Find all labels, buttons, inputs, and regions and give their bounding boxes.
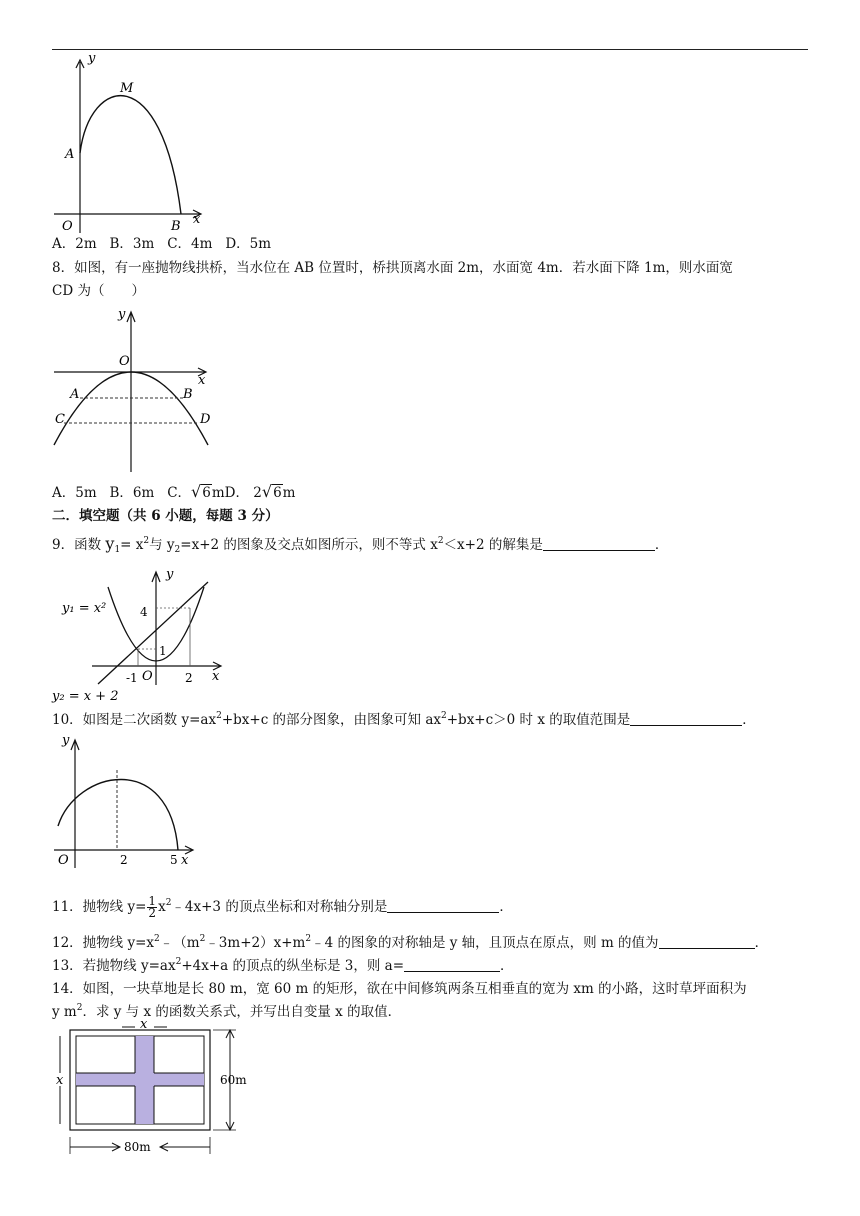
q12-text: 12．抛物线 $y=x^2﹣(m^2﹣3m+2)x+m^2﹣4$ 的图象的对称轴是 y 轴，且顶点在原点，则 m 的值为 ． <box>52 934 769 951</box>
q14-line1: 14．如图，一块草地是长 80 m，宽 60 m 的矩形，欲在中间修筑两条互相垂直的宽为 xm 的小路，这时草坪面积为 <box>52 981 747 997</box>
label-y: y <box>118 307 126 322</box>
label-D: D <box>200 412 211 427</box>
label-O: O <box>58 853 69 868</box>
q8-options <box>52 483 295 502</box>
label-x: x <box>193 212 201 227</box>
label-x: x <box>198 373 206 388</box>
figure-q7-parabola <box>50 50 220 235</box>
tick-4: 4 <box>140 605 148 619</box>
tick-minus1: -1 <box>126 671 138 685</box>
q10-text: 10．如图是二次函数 $y=ax^2+bx+c$ 的部分图象，由图象可知 $ax^2+bx+c>0$ 时 x 的取值范围是 ． <box>52 711 756 728</box>
option-d: D． 2√6m <box>224 482 296 501</box>
label-O: O <box>142 669 153 684</box>
label-x-top: x <box>140 1017 148 1032</box>
label-x-left: x <box>56 1073 64 1088</box>
label-y2-eq: y₂ = x + 2 <box>52 689 119 704</box>
label-y1-eq: y₁ = x² <box>62 601 107 616</box>
horizontal-path <box>76 1073 204 1086</box>
label-M: M <box>120 81 134 96</box>
answer-blank[interactable] <box>630 711 742 726</box>
label-60m: 60m <box>220 1073 247 1087</box>
parabola-curve <box>58 779 178 850</box>
option-b: B．6m <box>109 485 155 501</box>
q14-line2: y $m^2$．求 y 与 x 的函数关系式，并写出自变量 x 的取值． <box>52 1003 402 1020</box>
option-c: C．4m <box>167 236 213 252</box>
label-O: O <box>62 219 73 234</box>
option-c: C．√6m <box>167 482 225 501</box>
label-y: y <box>166 567 174 582</box>
label-A: A <box>65 147 75 162</box>
option-b: B．3m <box>109 236 155 252</box>
label-B: B <box>171 219 181 234</box>
answer-blank[interactable] <box>659 934 755 949</box>
q13-text: 13．若抛物线 $y=ax^2+4x+a$ 的顶点的纵坐标是 3，则 a= ． <box>52 957 514 974</box>
label-B: B <box>183 387 193 402</box>
answer-blank[interactable] <box>387 898 499 913</box>
q11-text: 11．抛物线 y= $\frac{1}{2}$ $x^2﹣4x+3$ 的顶点坐标和对称轴分别是 ． <box>52 894 513 920</box>
label-x: x <box>181 853 189 868</box>
q7-options <box>52 235 271 253</box>
figure-q10-parabola <box>50 730 210 870</box>
parabola-curve <box>80 96 181 214</box>
answer-blank[interactable] <box>543 536 655 551</box>
q8-line1: 8．如图，有一座抛物线拱桥，当水位在 AB 位置时，桥拱顶离水面 2m，水面宽 4m．若水面下降 1m，则水面宽 <box>52 260 733 276</box>
option-d: D．5m <box>225 236 272 252</box>
option-a: A．2m <box>52 236 97 252</box>
label-x: x <box>212 669 220 684</box>
tick-2: 2 <box>185 671 193 685</box>
figure-q14-lawn <box>50 1016 255 1156</box>
tick-2: 2 <box>120 853 128 867</box>
label-y: y <box>88 51 96 66</box>
option-a: A．5m <box>52 485 97 501</box>
fraction-one-half: $\frac{1}{2}$ <box>148 894 157 920</box>
section-heading-fill-blank: 二．填空题（共 6 小题，每题 3 分） <box>52 508 279 524</box>
q9-text: 9．函数 $y_1= x^2$与 $y_2=x+2$ 的图象及交点如图所示，则不等式 $x^2<x+2$ 的解集是 ． <box>52 534 669 555</box>
answer-blank[interactable] <box>404 957 500 972</box>
label-C: C <box>55 412 65 427</box>
label-A: A <box>70 387 80 402</box>
figure-q8-bridge <box>50 302 225 474</box>
label-y: y <box>62 733 70 748</box>
tick-5: 5 <box>170 853 178 867</box>
figure-q9-graphs <box>50 560 240 708</box>
label-80m: 80m <box>124 1140 151 1154</box>
q8-line2: CD 为（ ） <box>52 283 145 299</box>
tick-1: 1 <box>159 644 167 658</box>
line-y2 <box>98 582 208 684</box>
label-O: O <box>119 354 130 369</box>
